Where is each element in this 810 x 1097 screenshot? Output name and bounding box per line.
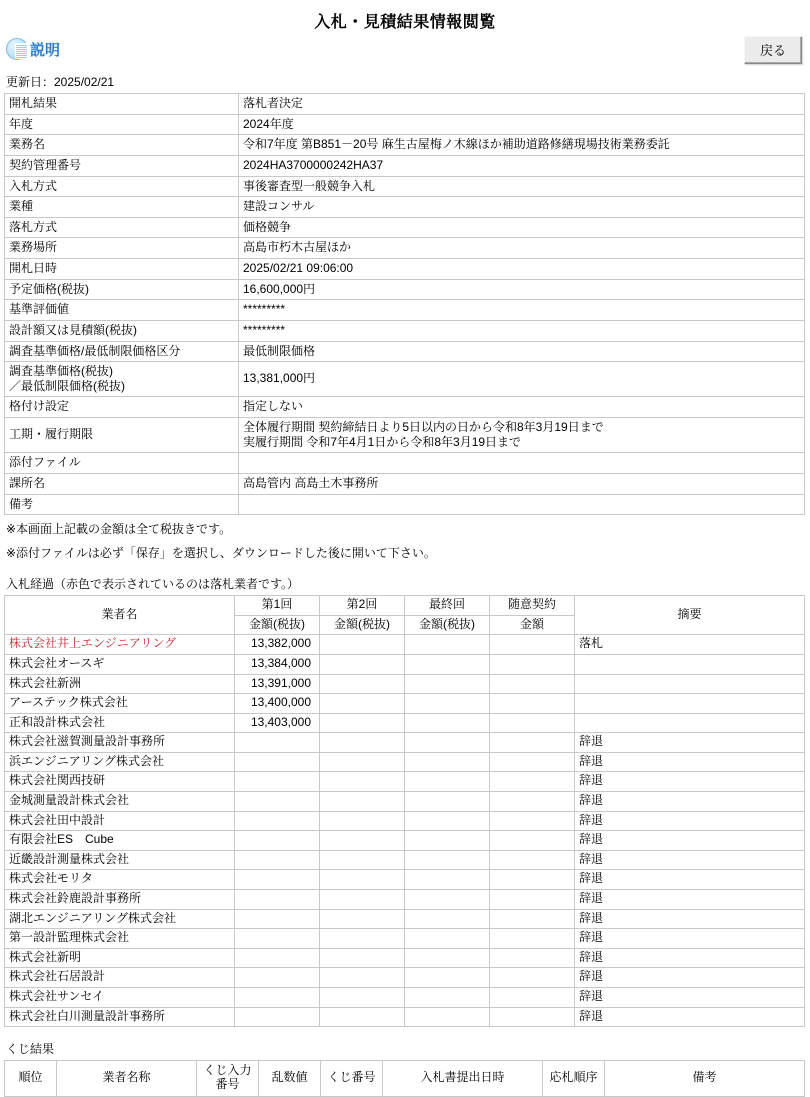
bid-negotiated-amount — [490, 870, 575, 890]
bid-round1-amount — [235, 752, 320, 772]
bid-round1-amount: 13,384,000 — [235, 654, 320, 674]
bid-negotiated-amount — [490, 713, 575, 733]
bid-negotiated-amount — [490, 733, 575, 753]
bid-vendor-name: 湖北エンジニアリング株式会社 — [5, 909, 235, 929]
bid-vendor-name: 浜エンジニアリング株式会社 — [5, 752, 235, 772]
info-row-value: 高島市朽木古屋ほか — [239, 238, 805, 259]
bid-round1-amount: 13,382,000 — [235, 635, 320, 655]
info-row-label: 予定価格(税抜) — [5, 279, 239, 300]
bid-round2-amount — [320, 733, 405, 753]
info-row-value: 価格競争 — [239, 217, 805, 238]
bid-remark: 辞退 — [575, 988, 805, 1008]
bid-col-vendor: 業者名 — [5, 596, 235, 635]
info-row-label: 備考 — [5, 494, 239, 515]
info-row-value: 13,381,000円 — [239, 362, 805, 397]
info-row-value: ********* — [239, 320, 805, 341]
info-row-label: 業種 — [5, 197, 239, 218]
bid-round1-amount — [235, 870, 320, 890]
bid-remark — [575, 694, 805, 714]
info-row — [5, 362, 805, 397]
bid-col-final-amount: 金額(税抜) — [405, 615, 490, 635]
bid-vendor-name: アーステック株式会社 — [5, 694, 235, 714]
document-icon — [6, 38, 28, 60]
bid-round2-amount — [320, 870, 405, 890]
updated-date: 更新日：2025/02/21 — [6, 75, 115, 89]
bid-negotiated-amount — [490, 890, 575, 910]
info-row-value: 2024年度 — [239, 114, 805, 135]
bid-round2-amount — [320, 890, 405, 910]
bid-final-amount — [405, 909, 490, 929]
bid-remark: 辞退 — [575, 831, 805, 851]
kuji-result-table — [4, 1060, 805, 1097]
bid-vendor-name: 株式会社関西技研 — [5, 772, 235, 792]
kuji-col-lottery-number: くじ番号 — [321, 1061, 383, 1097]
info-row-value: 事後審査型一般競争入札 — [239, 176, 805, 197]
bid-negotiated-amount — [490, 948, 575, 968]
info-row — [5, 320, 805, 341]
bid-negotiated-amount — [490, 831, 575, 851]
info-row — [5, 300, 805, 321]
bid-round2-amount — [320, 909, 405, 929]
kuji-col-remark: 備考 — [605, 1061, 805, 1097]
bid-remark — [575, 674, 805, 694]
bid-negotiated-amount — [490, 929, 575, 949]
table-row — [5, 713, 805, 733]
bid-negotiated-amount — [490, 811, 575, 831]
info-row — [5, 453, 805, 474]
bid-vendor-name: 株式会社サンセイ — [5, 988, 235, 1008]
page-title: 入札・見積結果情報閲覧 — [314, 14, 496, 31]
info-row-label: 開札結果 — [5, 94, 239, 115]
table-row — [5, 929, 805, 949]
kuji-header-row — [5, 1061, 805, 1097]
bid-round2-amount — [320, 694, 405, 714]
bid-round1-amount — [235, 1007, 320, 1027]
bid-negotiated-amount — [490, 772, 575, 792]
info-row-label: 調査基準価格(税抜) ／最低制限価格(税抜) — [5, 362, 239, 397]
bid-remark: 辞退 — [575, 909, 805, 929]
bid-round2-amount — [320, 850, 405, 870]
kuji-col-vendor-name: 業者名称 — [57, 1061, 197, 1097]
info-row — [5, 176, 805, 197]
info-row-label: 契約管理番号 — [5, 155, 239, 176]
bid-round2-amount — [320, 1007, 405, 1027]
bid-round2-amount — [320, 752, 405, 772]
table-row — [5, 792, 805, 812]
bid-vendor-name: 第一設計監理株式会社 — [5, 929, 235, 949]
bid-col-round2: 第2回 — [320, 596, 405, 616]
info-row-label: 課所名 — [5, 473, 239, 494]
info-row-value: ********* — [239, 300, 805, 321]
bid-negotiated-amount — [490, 654, 575, 674]
bid-final-amount — [405, 772, 490, 792]
info-row — [5, 494, 805, 515]
info-row-label: 格付け設定 — [5, 397, 239, 418]
bid-remark: 辞退 — [575, 890, 805, 910]
bid-vendor-name: 株式会社田中設計 — [5, 811, 235, 831]
table-row — [5, 811, 805, 831]
kuji-result-label: くじ結果 — [6, 1042, 55, 1057]
info-row-label: 調査基準価格/最低制限価格区分 — [5, 341, 239, 362]
bid-round1-amount: 13,403,000 — [235, 713, 320, 733]
kuji-col-bid-order: 応札順序 — [543, 1061, 605, 1097]
bid-vendor-name: 株式会社新明 — [5, 948, 235, 968]
bid-round2-amount — [320, 929, 405, 949]
bid-remark: 辞退 — [575, 792, 805, 812]
table-row — [5, 733, 805, 753]
info-row-label: 基準評価値 — [5, 300, 239, 321]
info-row — [5, 238, 805, 259]
info-row — [5, 197, 805, 218]
bid-remark: 辞退 — [575, 1007, 805, 1027]
bid-remark: 辞退 — [575, 929, 805, 949]
table-row — [5, 870, 805, 890]
bid-negotiated-amount — [490, 909, 575, 929]
bid-final-amount — [405, 713, 490, 733]
table-row — [5, 752, 805, 772]
bid-final-amount — [405, 948, 490, 968]
bid-progress-body — [5, 635, 805, 1027]
bid-header-row-top — [5, 596, 805, 616]
bid-round1-amount: 13,400,000 — [235, 694, 320, 714]
info-row-label: 入札方式 — [5, 176, 239, 197]
info-row — [5, 341, 805, 362]
bid-vendor-name: 株式会社モリタ — [5, 870, 235, 890]
bid-negotiated-amount — [490, 792, 575, 812]
info-row — [5, 279, 805, 300]
help-label: 説明 — [30, 41, 61, 59]
bid-col-round1: 第1回 — [235, 596, 320, 616]
bid-remark: 辞退 — [575, 870, 805, 890]
info-row — [5, 259, 805, 280]
bid-final-amount — [405, 811, 490, 831]
info-row-value: 建設コンサル — [239, 197, 805, 218]
bid-vendor-name: 有限会社ES Cube — [5, 831, 235, 851]
bid-round2-amount — [320, 792, 405, 812]
table-row — [5, 635, 805, 655]
info-row — [5, 397, 805, 418]
bid-vendor-name: 株式会社オースギ — [5, 654, 235, 674]
info-row-value: 全体履行期間 契約締結日より5日以内の日から令和8年3月19日まで 実履行期間 令和7年4月1日から令和8年3月19日まで — [239, 418, 805, 453]
bid-col-negotiated: 随意契約 — [490, 596, 575, 616]
bid-final-amount — [405, 850, 490, 870]
bid-final-amount — [405, 752, 490, 772]
info-row — [5, 155, 805, 176]
bid-vendor-name: 近畿設計測量株式会社 — [5, 850, 235, 870]
bid-final-amount — [405, 870, 490, 890]
bid-negotiated-amount — [490, 968, 575, 988]
table-row — [5, 831, 805, 851]
bid-remark — [575, 713, 805, 733]
bid-round1-amount — [235, 909, 320, 929]
bid-remark: 辞退 — [575, 752, 805, 772]
info-row-label: 落札方式 — [5, 217, 239, 238]
bid-negotiated-amount — [490, 850, 575, 870]
bid-col-remark: 摘要 — [575, 596, 805, 635]
bid-progress-head — [5, 596, 805, 635]
bid-vendor-name: 金城測量設計株式会社 — [5, 792, 235, 812]
table-row — [5, 772, 805, 792]
info-row-value: 落札者決定 — [239, 94, 805, 115]
note-attachment: ※添付ファイルは必ず「保存」を選択し、ダウンロードした後に開いて下さい。 — [6, 546, 436, 561]
table-row — [5, 890, 805, 910]
kuji-col-submit-datetime: 入札書提出日時 — [383, 1061, 543, 1097]
info-row-value — [239, 453, 805, 474]
bid-round1-amount — [235, 772, 320, 792]
table-row — [5, 948, 805, 968]
info-row-value — [239, 494, 805, 515]
bid-final-amount — [405, 792, 490, 812]
bid-negotiated-amount — [490, 694, 575, 714]
bid-negotiated-amount — [490, 752, 575, 772]
info-row-label: 年度 — [5, 114, 239, 135]
table-row — [5, 1007, 805, 1027]
note-tax: ※本画面上記載の金額は全て税抜きです。 — [6, 522, 232, 537]
bid-vendor-name: 株式会社石居設計 — [5, 968, 235, 988]
bid-round2-amount — [320, 811, 405, 831]
bid-round2-amount — [320, 831, 405, 851]
bid-col-round1-amount: 金額(税抜) — [235, 615, 320, 635]
help-link[interactable] — [6, 38, 60, 60]
bid-final-amount — [405, 890, 490, 910]
kuji-col-random-value: 乱数値 — [259, 1061, 321, 1097]
bid-round1-amount: 13,391,000 — [235, 674, 320, 694]
bid-remark: 辞退 — [575, 850, 805, 870]
bid-round1-amount — [235, 811, 320, 831]
bid-progress-table — [4, 595, 805, 1027]
bid-vendor-name: 株式会社井上エンジニアリング — [5, 635, 235, 655]
info-row — [5, 135, 805, 156]
table-row — [5, 909, 805, 929]
bid-final-amount — [405, 929, 490, 949]
info-row-value: 指定しない — [239, 397, 805, 418]
bid-final-amount — [405, 988, 490, 1008]
info-row-value: 令和7年度 第B851－20号 麻生古屋梅ノ木線ほか補助道路修繕現場技術業務委託 — [239, 135, 805, 156]
bid-final-amount — [405, 733, 490, 753]
info-row-value: 2024HA3700000242HA37 — [239, 155, 805, 176]
bid-round1-amount — [235, 792, 320, 812]
bid-round2-amount — [320, 674, 405, 694]
bid-vendor-name: 株式会社滋賀測量設計事務所 — [5, 733, 235, 753]
info-row-label: 工期・履行期限 — [5, 418, 239, 453]
bid-round1-amount — [235, 733, 320, 753]
bid-negotiated-amount — [490, 674, 575, 694]
table-row — [5, 654, 805, 674]
bid-remark: 辞退 — [575, 968, 805, 988]
info-row-value: 16,600,000円 — [239, 279, 805, 300]
bid-remark: 落札 — [575, 635, 805, 655]
bid-round1-amount — [235, 890, 320, 910]
info-row-label: 業務名 — [5, 135, 239, 156]
bid-round1-amount — [235, 831, 320, 851]
bid-vendor-name: 株式会社白川測量設計事務所 — [5, 1007, 235, 1027]
kuji-col-rank: 順位 — [5, 1061, 57, 1097]
toolbar — [0, 36, 810, 70]
bid-negotiated-amount — [490, 635, 575, 655]
bid-round1-amount — [235, 948, 320, 968]
bid-vendor-name: 正和設計株式会社 — [5, 713, 235, 733]
bid-round2-amount — [320, 654, 405, 674]
table-row — [5, 988, 805, 1008]
bid-final-amount — [405, 831, 490, 851]
bid-vendor-name: 株式会社鈴鹿設計事務所 — [5, 890, 235, 910]
info-row-label: 添付ファイル — [5, 453, 239, 474]
bid-remark: 辞退 — [575, 772, 805, 792]
info-row — [5, 473, 805, 494]
table-row — [5, 968, 805, 988]
info-row — [5, 217, 805, 238]
info-row-label: 設計額又は見積額(税抜) — [5, 320, 239, 341]
bid-round2-amount — [320, 772, 405, 792]
bid-col-final-round: 最終回 — [405, 596, 490, 616]
bid-round2-amount — [320, 948, 405, 968]
info-row-label: 業務場所 — [5, 238, 239, 259]
bid-vendor-name: 株式会社新洲 — [5, 674, 235, 694]
bid-negotiated-amount — [490, 988, 575, 1008]
info-row-label: 開札日時 — [5, 259, 239, 280]
info-row-value: 高島管内 高島土木事務所 — [239, 473, 805, 494]
info-row — [5, 418, 805, 453]
bid-final-amount — [405, 654, 490, 674]
table-row — [5, 674, 805, 694]
bid-round1-amount — [235, 968, 320, 988]
back-button[interactable]: 戻る — [744, 36, 802, 64]
bid-final-amount — [405, 674, 490, 694]
info-row — [5, 94, 805, 115]
info-row-value: 最低制限価格 — [239, 341, 805, 362]
bid-round2-amount — [320, 968, 405, 988]
bid-round1-amount — [235, 988, 320, 1008]
bid-progress-label: 入札経過（赤色で表示されているのは落札業者です。） — [6, 577, 300, 592]
bid-remark: 辞退 — [575, 948, 805, 968]
kuji-result-head — [5, 1061, 805, 1097]
bid-round1-amount — [235, 929, 320, 949]
bid-round1-amount — [235, 850, 320, 870]
bid-remark — [575, 654, 805, 674]
table-row — [5, 694, 805, 714]
bid-round2-amount — [320, 988, 405, 1008]
bid-final-amount — [405, 1007, 490, 1027]
bid-round2-amount — [320, 635, 405, 655]
bid-col-negotiated-amount: 金額 — [490, 615, 575, 635]
bid-remark: 辞退 — [575, 733, 805, 753]
bid-negotiated-amount — [490, 1007, 575, 1027]
bid-col-round2-amount: 金額(税抜) — [320, 615, 405, 635]
bid-remark: 辞退 — [575, 811, 805, 831]
info-row — [5, 114, 805, 135]
table-row — [5, 850, 805, 870]
bid-final-amount — [405, 968, 490, 988]
bid-info-body — [5, 94, 805, 515]
bid-info-table — [4, 93, 805, 515]
bid-final-amount — [405, 694, 490, 714]
bid-round2-amount — [320, 713, 405, 733]
info-row-value: 2025/02/21 09:06:00 — [239, 259, 805, 280]
bid-final-amount — [405, 635, 490, 655]
kuji-col-input-number: くじ入力番号 — [197, 1061, 259, 1097]
